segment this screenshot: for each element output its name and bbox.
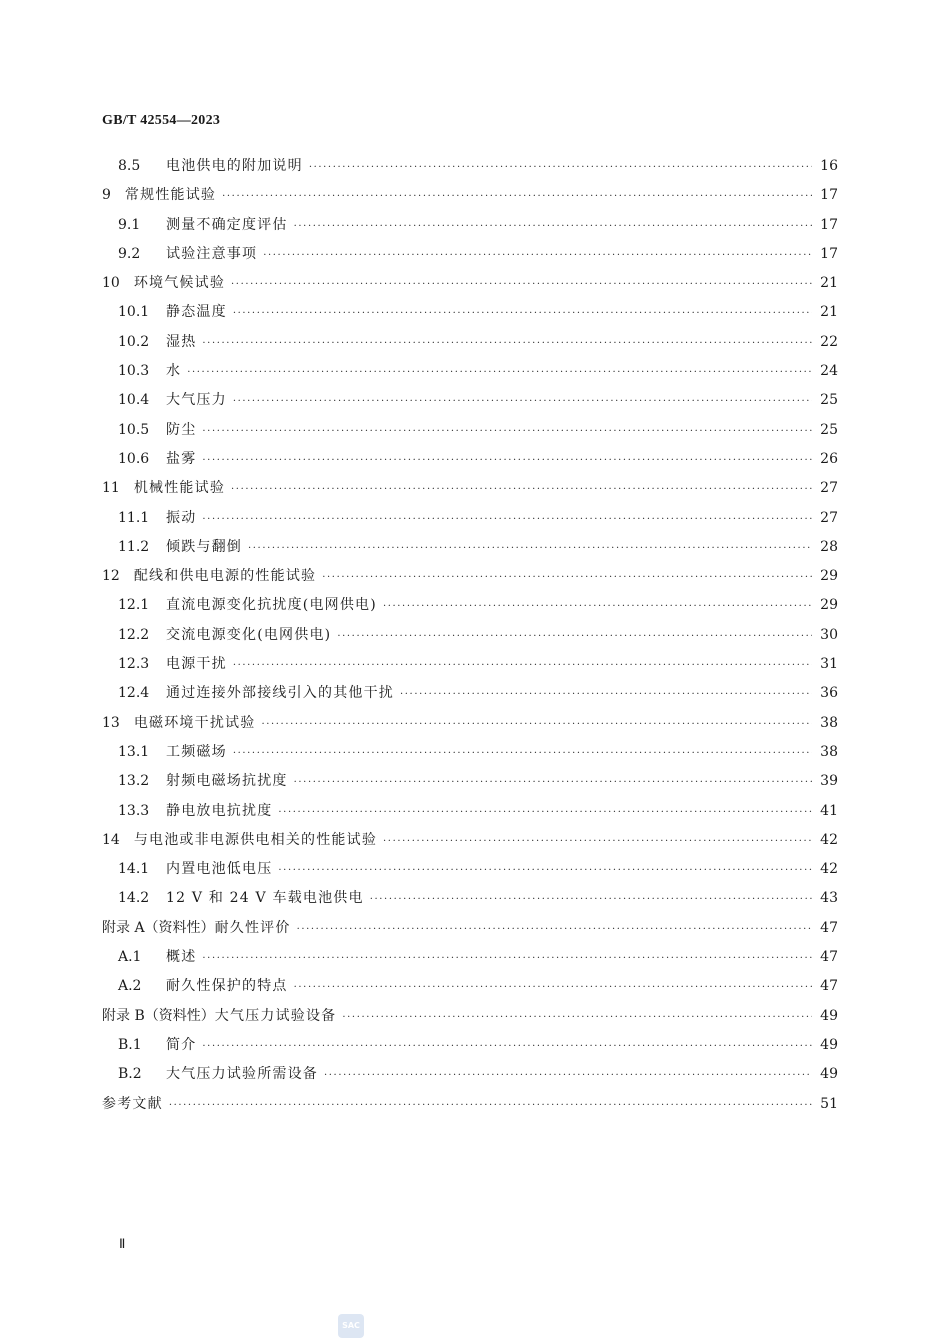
toc-entry-title: 机械性能试验	[133, 480, 226, 497]
toc-entry-page: 17	[820, 187, 838, 204]
table-of-contents	[102, 152, 838, 1119]
toc-entry-number: 10.4	[118, 392, 150, 409]
toc-entry-title: 耐久性保护的特点	[166, 978, 288, 995]
toc-entry-number: 10.2	[118, 333, 150, 350]
toc-entry-number: 9.2	[118, 245, 141, 262]
toc-entry[interactable]	[102, 181, 838, 210]
toc-entry-title: 水	[166, 363, 182, 380]
toc-entry-title: 参考文献	[102, 1095, 163, 1112]
toc-entry-title: 配线和供电电源的性能试验	[133, 568, 317, 585]
dot-leader	[202, 944, 812, 973]
toc-entry[interactable]	[102, 152, 838, 181]
toc-entry-title: 静电放电抗扰度	[166, 802, 273, 819]
toc-entry-number: 13	[102, 714, 120, 731]
dot-leader	[297, 915, 812, 944]
toc-entry[interactable]	[102, 474, 838, 503]
toc-entry-page: 43	[820, 890, 838, 907]
toc-entry-page: 29	[820, 597, 838, 614]
toc-entry[interactable]	[102, 357, 838, 386]
toc-entry[interactable]	[102, 943, 838, 972]
toc-entry-title: 交流电源变化(电网供电)	[166, 626, 332, 643]
toc-entry-title: 通过连接外部接线引入的其他干扰	[166, 685, 394, 702]
dot-leader	[324, 1061, 812, 1090]
toc-entry-number: 10	[102, 275, 120, 292]
toc-entry-page: 38	[820, 743, 838, 760]
toc-entry[interactable]	[102, 240, 838, 269]
toc-entry[interactable]	[102, 328, 838, 357]
toc-entry-title: 电源干扰	[166, 656, 227, 673]
dot-leader	[263, 241, 812, 270]
toc-entry-number: 12	[102, 568, 120, 585]
toc-entry-page: 17	[820, 216, 838, 233]
toc-entry-page: 25	[820, 392, 838, 409]
toc-entry-title: 与电池或非电源供电相关的性能试验	[133, 831, 378, 848]
toc-entry-page: 47	[820, 949, 838, 966]
toc-entry-number: 11.2	[118, 538, 150, 555]
dot-leader	[400, 680, 812, 709]
dot-leader	[248, 534, 812, 563]
toc-entry[interactable]	[102, 1090, 838, 1119]
toc-entry-number: 13.3	[118, 802, 150, 819]
toc-entry-number: 11.1	[118, 509, 150, 526]
toc-entry-number: A.2	[118, 978, 142, 995]
toc-entry-page: 30	[820, 626, 838, 643]
dot-leader	[187, 358, 812, 387]
toc-entry-page: 47	[820, 919, 838, 936]
toc-entry-number: 14.1	[118, 861, 150, 878]
toc-entry-title: 概述	[166, 949, 197, 966]
toc-entry-number: 附录 B（资料性）	[102, 1007, 215, 1024]
dot-leader	[278, 856, 812, 885]
dot-leader	[383, 827, 812, 856]
dot-leader	[169, 1091, 812, 1120]
toc-entry-page: 31	[820, 656, 838, 673]
toc-entry-page: 21	[820, 304, 838, 321]
toc-entry-page: 36	[820, 685, 838, 702]
dot-leader	[222, 182, 812, 211]
toc-entry-page: 25	[820, 421, 838, 438]
toc-entry-number: 12.1	[118, 597, 150, 614]
dot-leader	[231, 270, 812, 299]
dot-leader	[233, 739, 812, 768]
toc-entry-number: B.1	[118, 1036, 142, 1053]
toc-entry[interactable]	[102, 914, 838, 943]
toc-entry-title: 工频磁场	[166, 743, 227, 760]
toc-entry-number: 10.3	[118, 363, 150, 380]
dot-leader	[233, 387, 812, 416]
toc-entry[interactable]	[102, 679, 838, 708]
toc-entry-page: 41	[820, 802, 838, 819]
toc-entry-page: 42	[820, 861, 838, 878]
toc-entry[interactable]	[102, 298, 838, 327]
toc-entry-page: 24	[820, 363, 838, 380]
toc-entry-title: 射频电磁场抗扰度	[166, 773, 288, 790]
toc-entry-title: 电磁环境干扰试验	[133, 714, 256, 731]
toc-entry-number: 14	[102, 831, 120, 848]
toc-entry-page: 49	[820, 1066, 838, 1083]
toc-entry-number: 12.3	[118, 656, 150, 673]
toc-entry-page: 27	[820, 480, 838, 497]
dot-leader	[261, 710, 812, 739]
standard-code: GB/T 42554—2023	[102, 113, 221, 128]
dot-leader	[383, 592, 812, 621]
dot-leader	[294, 973, 812, 1002]
dot-leader	[202, 446, 812, 475]
toc-entry-page: 27	[820, 509, 838, 526]
dot-leader	[231, 475, 812, 504]
toc-entry-number: A.1	[118, 949, 142, 966]
toc-entry-title: 大气压力	[166, 392, 227, 409]
dot-leader	[233, 299, 812, 328]
toc-entry[interactable]	[102, 621, 838, 650]
toc-entry[interactable]	[102, 386, 838, 415]
toc-entry-number: 10.5	[118, 421, 150, 438]
toc-entry-number: 13.1	[118, 743, 150, 760]
toc-entry-page: 28	[820, 538, 838, 555]
toc-entry[interactable]	[102, 416, 838, 445]
toc-entry-page: 49	[820, 1036, 838, 1053]
dot-leader	[294, 212, 812, 241]
toc-entry[interactable]	[102, 1002, 838, 1031]
toc-entry-page: 16	[820, 158, 838, 174]
toc-entry-page: 39	[820, 773, 838, 790]
toc-entry-number: 8.5	[118, 158, 141, 174]
dot-leader	[202, 505, 812, 534]
toc-entry-title: 电池供电的附加说明	[166, 158, 303, 174]
toc-entry-title: 试验注意事项	[166, 245, 258, 262]
toc-entry-number: B.2	[118, 1066, 142, 1083]
dot-leader	[342, 1003, 812, 1032]
toc-entry-number: 附录 A（资料性）	[102, 919, 215, 936]
dot-leader	[294, 768, 812, 797]
toc-entry[interactable]	[102, 972, 838, 1001]
toc-entry-title: 直流电源变化抗扰度(电网供电)	[166, 597, 377, 614]
dot-leader	[202, 1032, 812, 1061]
dot-leader	[202, 329, 812, 358]
toc-entry-title: 大气压力试验设备	[214, 1007, 337, 1024]
toc-entry-page: 22	[820, 333, 838, 350]
toc-entry[interactable]	[102, 738, 838, 767]
sac-watermark-logo: SAC	[338, 1314, 364, 1338]
toc-entry-title: 常规性能试验	[124, 187, 217, 204]
toc-entry[interactable]	[102, 591, 838, 620]
toc-entry[interactable]	[102, 269, 838, 298]
toc-entry-number: 9.1	[118, 216, 141, 233]
toc-entry-page: 42	[820, 831, 838, 848]
toc-entry[interactable]	[102, 884, 838, 913]
toc-entry[interactable]	[102, 562, 838, 591]
toc-entry[interactable]	[102, 533, 838, 562]
toc-entry-title: 测量不确定度评估	[166, 216, 288, 233]
toc-entry[interactable]	[102, 855, 838, 884]
toc-entry-page: 21	[820, 275, 838, 292]
dot-leader	[202, 417, 812, 446]
toc-entry[interactable]	[102, 709, 838, 738]
toc-entry-title: 盐雾	[166, 450, 197, 467]
toc-entry[interactable]	[102, 504, 838, 533]
toc-entry-number: 11	[102, 480, 120, 497]
toc-entry[interactable]	[102, 1060, 838, 1089]
toc-entry-page: 51	[820, 1095, 838, 1112]
toc-entry[interactable]	[102, 1031, 838, 1060]
dot-leader	[309, 153, 812, 182]
toc-entry-page: 29	[820, 568, 838, 585]
toc-entry-number: 14.2	[118, 890, 150, 907]
toc-entry[interactable]	[102, 211, 838, 240]
toc-entry-title: 防尘	[166, 421, 197, 438]
toc-entry-title: 倾跌与翻倒	[166, 538, 242, 555]
toc-entry-page: 17	[820, 245, 838, 262]
dot-leader	[322, 563, 812, 592]
toc-entry-page: 49	[820, 1007, 838, 1024]
toc-entry[interactable]	[102, 826, 838, 855]
toc-entry[interactable]	[102, 797, 838, 826]
toc-entry-title: 12 V 和 24 V 车载电池供电	[166, 890, 364, 907]
toc-entry-number: 10.6	[118, 450, 150, 467]
toc-entry-number: 12.4	[118, 685, 150, 702]
toc-entry[interactable]	[102, 445, 838, 474]
toc-entry-page: 47	[820, 978, 838, 995]
toc-entry-page: 26	[820, 450, 838, 467]
toc-entry-title: 湿热	[166, 333, 197, 350]
toc-entry[interactable]	[102, 767, 838, 796]
toc-entry-title: 环境气候试验	[133, 275, 226, 292]
toc-entry-title: 内置电池低电压	[166, 861, 273, 878]
toc-entry-title: 耐久性评价	[214, 919, 291, 936]
toc-entry-title: 简介	[166, 1036, 197, 1053]
toc-entry-title: 大气压力试验所需设备	[166, 1066, 318, 1083]
toc-entry[interactable]	[102, 650, 838, 679]
dot-leader	[370, 885, 812, 914]
toc-entry-title: 振动	[166, 509, 197, 526]
toc-entry-page: 38	[820, 714, 838, 731]
toc-entry-number: 12.2	[118, 626, 150, 643]
toc-entry-number: 9	[102, 187, 111, 204]
dot-leader	[278, 798, 812, 827]
toc-entry-number: 10.1	[118, 304, 150, 321]
toc-entry-number: 13.2	[118, 773, 150, 790]
page-number: Ⅱ	[119, 1236, 126, 1251]
dot-leader	[233, 651, 812, 680]
toc-entry-title: 静态温度	[166, 304, 227, 321]
dot-leader	[337, 622, 812, 651]
